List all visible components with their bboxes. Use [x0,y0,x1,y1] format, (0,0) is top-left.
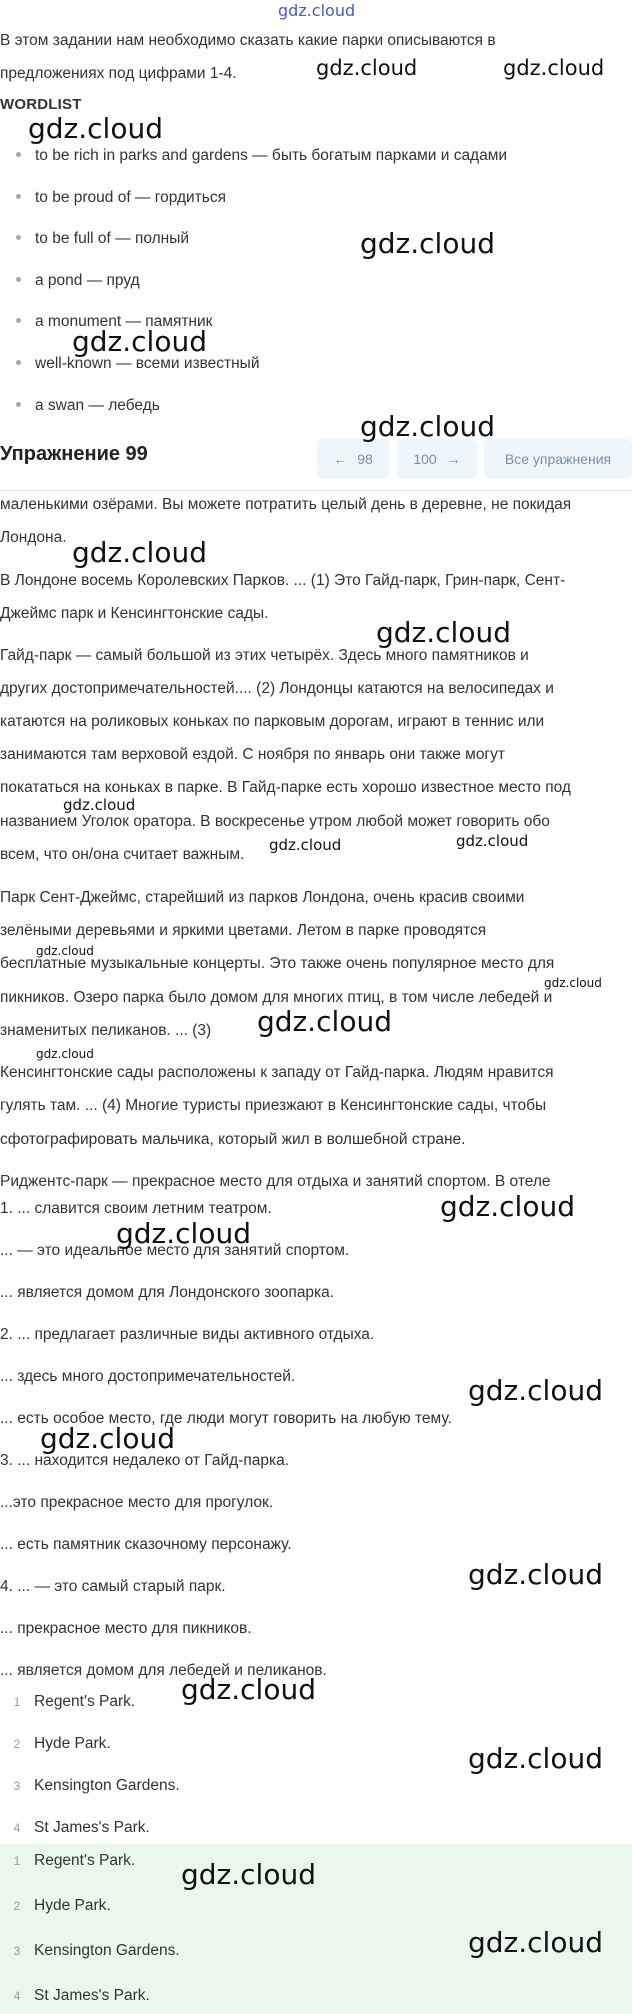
wordlist-item: to be rich in parks and gardens — быть богатым парками и садами [0,147,507,165]
text-line: названием Уголок оратора. В воскресенье утром любой может говорить обо [0,813,550,830]
answer-item: 1 Regent's Park. [13,1693,136,1710]
text-line: гулять там. ... (4) Многие туристы приезжают в Кенсингтонские сады, чтобы [0,1097,547,1114]
answer-item: 2 Hyde Park. [13,1735,111,1752]
bullet-icon [16,235,21,240]
watermark: gdz.cloud [63,796,136,814]
text-line: Кенсингтонские сады расположены к западу от Гайд-парка. Людям нравится [0,1064,554,1081]
all-exercises-button[interactable]: Все упражнения [484,439,632,479]
watermark: gdz.cloud [181,1858,316,1891]
statement: ... — это идеальное место для занятий спортом. [0,1242,350,1259]
answer-item-highlighted: 3 Kensington Gardens. [13,1942,180,1959]
answer-item-highlighted: 1 Regent's Park. [13,1852,136,1869]
statement: ... здесь много достопримечательностей. [0,1368,296,1385]
divider [0,490,632,491]
text-line: сфотографировать мальчика, который жил в волшебной стране. [0,1131,466,1148]
arrow-left-icon: ← [333,451,348,467]
watermark: gdz.cloud [278,1,356,20]
watermark: gdz.cloud [468,1926,603,1959]
answer-item: 4 St James's Park. [13,1819,150,1836]
answer-item-highlighted: 4 St James's Park. [13,1987,150,2004]
watermark: gdz.cloud [116,1217,251,1250]
text-line: катаются на роликовых коньках по парковым дорогам, играют в теннис или [0,713,545,730]
wordlist-item: to be proud of — гордиться [0,189,226,207]
text-line: знаменитых пеликанов. ... (3) [0,1022,212,1039]
text-line: Гайд-парк — самый большой из этих четырёх. Здесь много памятников и [0,647,529,664]
watermark: gdz.cloud [316,56,418,80]
watermark: gdz.cloud [468,1374,603,1407]
text-line: Парк Сент-Джеймс, старейший из парков Лондона, очень красив своими [0,889,525,906]
watermark: gdz.cloud [36,1047,94,1061]
statement: ... прекрасное место для пикников. [0,1620,252,1637]
watermark: gdz.cloud [257,1005,392,1038]
statement: 4. ... — это самый старый парк. [0,1578,226,1595]
watermark: gdz.cloud [468,1742,603,1775]
answer-item: 3 Kensington Gardens. [13,1777,180,1794]
text-line: Лондона. [0,529,67,546]
wordlist-title: WORDLIST [0,96,82,113]
bullet-icon [16,402,21,407]
watermark: gdz.cloud [40,1422,175,1455]
watermark: gdz.cloud [503,56,605,80]
wordlist-item: well-known — всеми известный [0,355,260,373]
wordlist-item: to be full of — полный [0,230,189,248]
text-line: других достопримечательностей.... (2) Лондонцы катаются на велосипедах и [0,680,554,697]
intro-line-2: предложениях под цифрами 1-4. [0,65,237,82]
watermark: gdz.cloud [269,836,342,854]
statement: 2. ... предлагает различные виды активного отдыха. [0,1326,375,1343]
watermark: gdz.cloud [72,536,207,569]
watermark: gdz.cloud [181,1673,316,1706]
text-line: покататься на коньках в парке. В Гайд-парке есть хорошо известное место под [0,779,571,796]
watermark: gdz.cloud [440,1190,575,1223]
bullet-icon [16,318,21,323]
text-line: бесплатные музыкальные концерты. Это также очень популярное место для [0,955,555,972]
wordlist-item: a swan — лебедь [0,397,160,415]
bullet-icon [16,152,21,157]
text-line: зелёными деревьями и яркими цветами. Летом в парке проводятся [0,922,487,939]
text-line: В Лондоне восемь Королевских Парков. ... (1) Это Гайд-парк, Грин-парк, Сент- [0,572,566,589]
text-line: Риджентс-парк — прекрасное место для отдыха и занятий спортом. В отеле [0,1173,551,1190]
next-exercise-button[interactable]: 100 → [397,439,477,479]
watermark: gdz.cloud [456,832,529,850]
statement: ...это прекрасное место для прогулок. [0,1494,274,1511]
wordlist-item: a monument — памятник [0,313,212,331]
watermark: gdz.cloud [376,616,511,649]
text-line: Джеймс парк и Кенсингтонские сады. [0,605,269,622]
watermark: gdz.cloud [36,944,94,958]
watermark: gdz.cloud [28,112,163,145]
text-line: пикников. Озеро парка было домом для многих птиц, в том числе лебедей и [0,989,553,1006]
bullet-icon [16,194,21,199]
text-line: маленькими озёрами. Вы можете потратить целый день в деревне, не покидая [0,496,572,513]
watermark: gdz.cloud [544,976,602,990]
statement: ... есть особое место, где люди могут говорить на любую тему. [0,1410,452,1427]
watermark: gdz.cloud [468,1558,603,1591]
prev-exercise-button[interactable]: ← 98 [317,439,389,479]
statement: 1. ... славится своим летним театром. [0,1200,272,1217]
text-line: всем, что он/она считает важным. [0,846,245,863]
watermark: gdz.cloud [72,325,207,358]
statement: ... является домом для лебедей и пеликанов. [0,1662,327,1679]
statement: 3. ... находится недалеко от Гайд-парка. [0,1452,289,1469]
statement: ... есть памятник сказочному персонажу. [0,1536,292,1553]
exercise-title: Упражнение 99 [0,443,148,465]
bullet-icon [16,277,21,282]
text-line: занимаются там верховой ездой. С ноября по январь они также могут [0,746,505,763]
answer-item-highlighted: 2 Hyde Park. [13,1897,111,1914]
watermark: gdz.cloud [360,410,495,443]
wordlist-item: a pond — пруд [0,272,140,290]
bullet-icon [16,360,21,365]
intro-line-1: В этом задании нам необходимо сказать какие парки описываются в [0,32,496,49]
watermark: gdz.cloud [360,227,495,260]
statement: ... является домом для Лондонского зоопарка. [0,1284,335,1301]
arrow-right-icon: → [446,451,461,467]
